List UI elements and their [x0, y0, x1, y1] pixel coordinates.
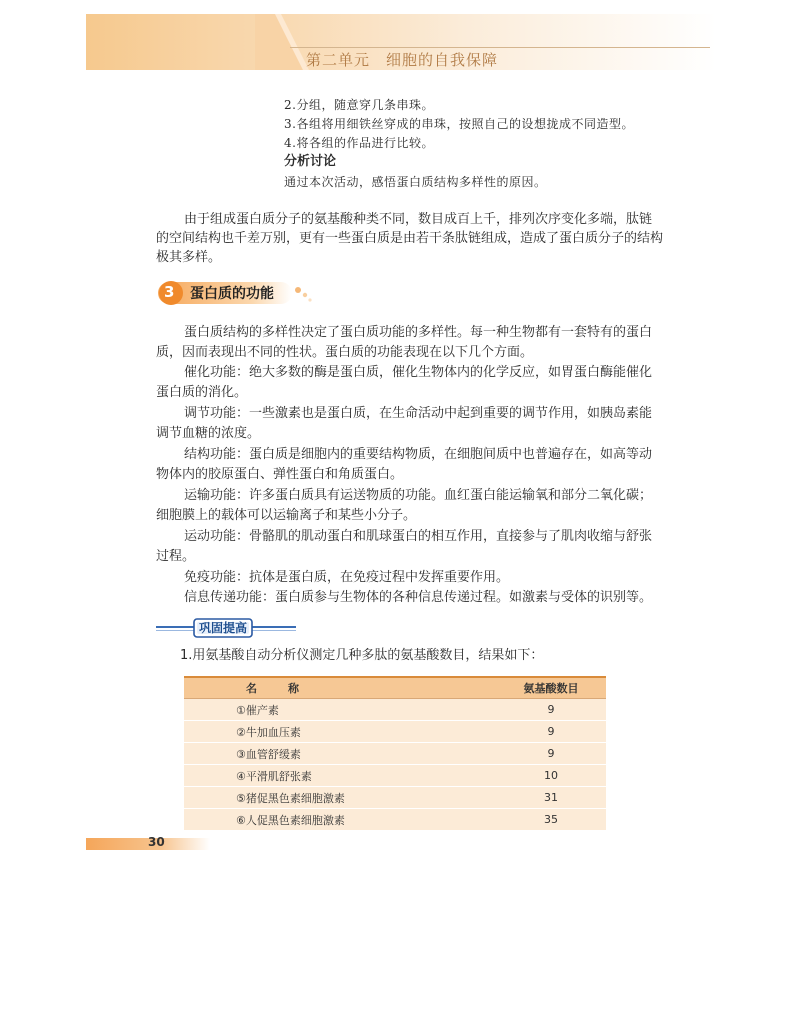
paragraph-line: 由于组成蛋白质分子的氨基酸种类不同，数目成百上千，排列次序变化多端，肽链	[184, 212, 653, 227]
section-title: 蛋白质的功能	[190, 286, 274, 302]
body-line: 质，因而表现出不同的性状。蛋白质的功能表现在以下几个方面。	[156, 345, 534, 360]
cell-name: ①催产素	[184, 699, 496, 721]
body-line: 调节血糖的浓度。	[156, 426, 261, 441]
section-number: 3	[164, 283, 175, 301]
discussion-heading: 分析讨论	[284, 154, 337, 169]
header-divider	[290, 47, 710, 48]
activity-step-3: 3.各组将用细铁丝穿成的串珠，按照自己的设想拢成不同造型。	[284, 117, 634, 131]
activity-step-2: 2.分组，随意穿几条串珠。	[284, 98, 434, 112]
discussion-text: 通过本次活动，感悟蛋白质结构多样性的原因。	[284, 175, 547, 189]
unit-title: 第二单元 细胞的自我保障	[306, 51, 499, 69]
table-row	[184, 765, 606, 787]
body-line: 蛋白质结构的多样性决定了蛋白质功能的多样性。每一种生物都有一套特有的蛋白	[184, 325, 653, 340]
cell-name: ⑥人促黑色素细胞激素	[184, 809, 496, 831]
cell-count: 9	[496, 699, 606, 721]
cell-count: 9	[496, 721, 606, 743]
body-line: 运动功能：骨骼肌的肌动蛋白和肌球蛋白的相互作用，直接参与了肌肉收缩与舒张	[184, 529, 653, 544]
cell-count: 10	[496, 765, 606, 787]
table-header-row	[184, 677, 606, 699]
table-row	[184, 721, 606, 743]
question-1: 1.用氨基酸自动分析仪测定几种多肽的氨基酸数目，结果如下：	[180, 648, 544, 663]
paragraph-line: 极其多样。	[156, 250, 222, 265]
table-row	[184, 699, 606, 721]
body-line: 免疫功能：抗体是蛋白质，在免疫过程中发挥重要作用。	[184, 570, 510, 585]
table-row	[184, 787, 606, 809]
cell-name: ②牛加血压素	[184, 721, 496, 743]
table-row	[184, 743, 606, 765]
activity-step-4: 4.将各组的作品进行比较。	[284, 136, 434, 150]
header-name: 名 称	[184, 677, 496, 699]
cell-name: ⑤猪促黑色素细胞激素	[184, 787, 496, 809]
body-line: 蛋白质的消化。	[156, 385, 248, 400]
consolidate-label: 巩固提高	[199, 621, 248, 635]
amino-acid-table	[184, 676, 606, 831]
body-line: 物体内的胶原蛋白、弹性蛋白和角质蛋白。	[156, 467, 404, 482]
body-line: 运输功能：许多蛋白质具有运送物质的功能。血红蛋白能运输氧和部分二氧化碳；	[184, 488, 653, 503]
cell-count: 35	[496, 809, 606, 831]
page-number: 30	[148, 835, 165, 849]
cell-name: ③血管舒缓素	[184, 743, 496, 765]
cell-count: 31	[496, 787, 606, 809]
body-line: 催化功能：绝大多数的酶是蛋白质，催化生物体内的化学反应，如胃蛋白酶能催化	[184, 365, 653, 380]
header-count: 氨基酸数目	[496, 677, 606, 699]
body-line: 过程。	[156, 549, 196, 564]
body-line: 结构功能：蛋白质是细胞内的重要结构物质，在细胞间质中也普遍存在，如高等动	[184, 447, 653, 462]
table-row	[184, 809, 606, 831]
cell-count: 9	[496, 743, 606, 765]
paragraph-line: 的空间结构也千差万别，更有一些蛋白质是由若干条肽链组成，造成了蛋白质分子的结构	[156, 231, 664, 246]
body-line: 信息传递功能：蛋白质参与生物体的各种信息传递过程。如激素与受体的识别等。	[184, 590, 653, 605]
cell-name: ④平滑肌舒张素	[184, 765, 496, 787]
body-line: 细胞膜上的载体可以运输离子和某些小分子。	[156, 508, 417, 523]
body-line: 调节功能：一些激素也是蛋白质，在生命活动中起到重要的调节作用，如胰岛素能	[184, 406, 653, 421]
